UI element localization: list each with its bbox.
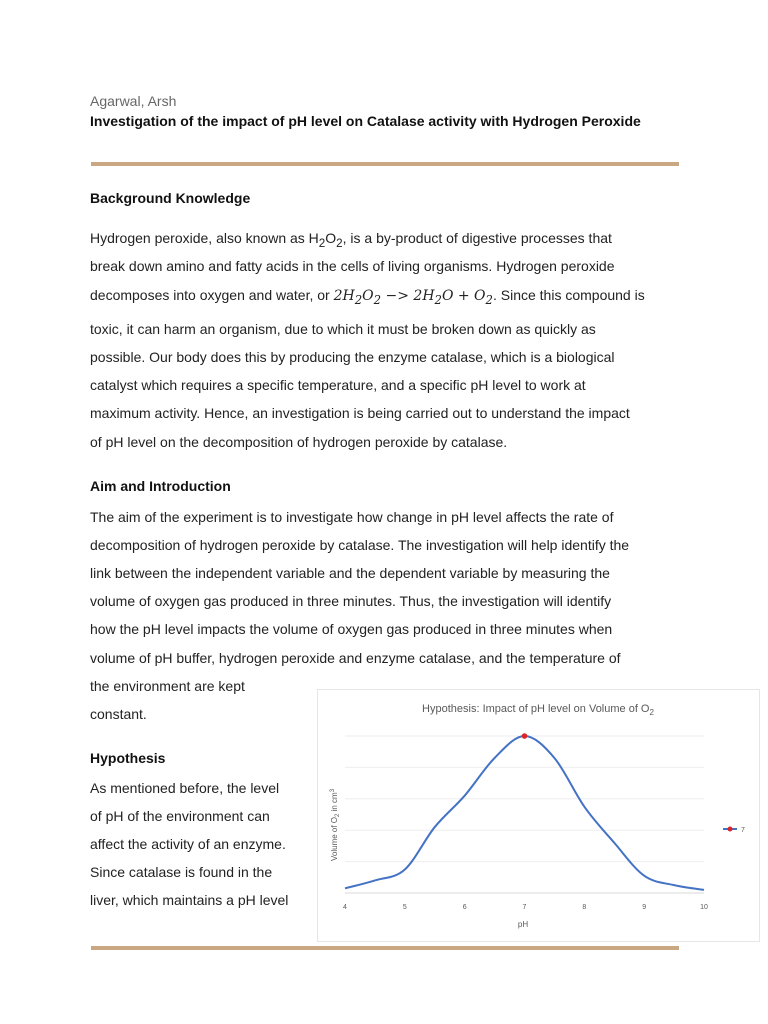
paragraph-line: possible. Our body does this by producing the enzyme catalase, which is a biological [90, 349, 615, 365]
paragraph-line: As mentioned before, the level [90, 780, 280, 796]
data-point-peak [522, 733, 528, 739]
paragraph-line: decomposes into oxygen and water, or $2H_2O_2 -> 2H_2O + O_2$. Since this compound is [90, 287, 645, 307]
heading-hypothesis: Hypothesis [90, 750, 166, 766]
x-tick-label: 10 [700, 904, 708, 911]
series-line [345, 736, 704, 890]
author-name: Agarwal, Arsh [90, 93, 177, 109]
top-divider [91, 162, 679, 166]
heading-background: Background Knowledge [90, 190, 251, 206]
chart-gridlines [345, 736, 704, 893]
x-tick-label: 6 [462, 904, 467, 911]
y-axis-label: Volume of $O_2$ in $cm^3$ [330, 788, 341, 861]
paragraph-line: how the pH level impacts the volume of oxygen gas produced in three minutes when [90, 621, 613, 637]
x-tick-label: 8 [582, 904, 587, 911]
paragraph-line: volume of pH buffer, hydrogen peroxide and enzyme catalase, and the temperature of [90, 650, 621, 666]
legend-marker [728, 827, 733, 832]
x-tick-label: 9 [642, 904, 647, 911]
paragraph-line: Hydrogen peroxide, also known as $H_2O_2$, is a by-product of digestive processes that [90, 230, 612, 250]
x-tick-label: 7 [522, 904, 527, 911]
paragraph-line: toxic, it can harm an organism, due to which it must be broken down as quickly as [90, 321, 596, 337]
equation: $2H_2O_2 -> 2H_2O + O_2$ [333, 288, 493, 307]
heading-aim: Aim and Introduction [90, 478, 231, 494]
chart-legend [723, 827, 745, 835]
document-title: Investigation of the impact of pH level on Catalase activity with Hydrogen Peroxide [90, 113, 641, 129]
paragraph-line: of pH level on the decomposition of hydrogen peroxide by catalase. [90, 434, 508, 450]
chart-svg [318, 690, 759, 941]
paragraph-line: catalyst which requires a specific temperature, and a specific pH level to work at [90, 377, 586, 393]
x-axis-label: pH [517, 920, 529, 929]
paragraph-line: liver, which maintains a pH level [90, 892, 289, 908]
paragraph-line: decomposition of hydrogen peroxide by catalase. The investigation will help identify the [90, 537, 630, 553]
paragraph-line: maximum activity. Hence, an investigation is being carried out to understand the impact [90, 405, 630, 421]
paragraph-line: volume of oxygen gas produced in three minutes. Thus, the investigation will identify [90, 593, 612, 609]
paragraph-line: constant. [90, 706, 147, 722]
x-tick-label: 4 [343, 904, 347, 911]
hypothesis-chart [317, 689, 760, 942]
bottom-divider [91, 946, 679, 950]
x-tick-labels [343, 904, 708, 911]
paragraph-line: link between the independent variable and the dependent variable by measuring the [90, 565, 610, 581]
paragraph-line: affect the activity of an enzyme. [90, 836, 286, 852]
legend-label: 7 [741, 827, 745, 834]
x-tick-label: 5 [402, 904, 407, 911]
paragraph-line: break down amino and fatty acids in the cells of living organisms. Hydrogen peroxide [90, 258, 615, 274]
paragraph-line: the environment are kept [90, 678, 245, 694]
paragraph-line: of pH of the environment can [90, 808, 270, 824]
paragraph-line: The aim of the experiment is to investigate how change in pH level affects the rate of [90, 509, 614, 525]
chart-title: Hypothesis: Impact of pH level on Volume of $O_2$ [422, 703, 654, 717]
chart-series [345, 733, 704, 890]
paragraph-line: Since catalase is found in the [90, 864, 273, 880]
